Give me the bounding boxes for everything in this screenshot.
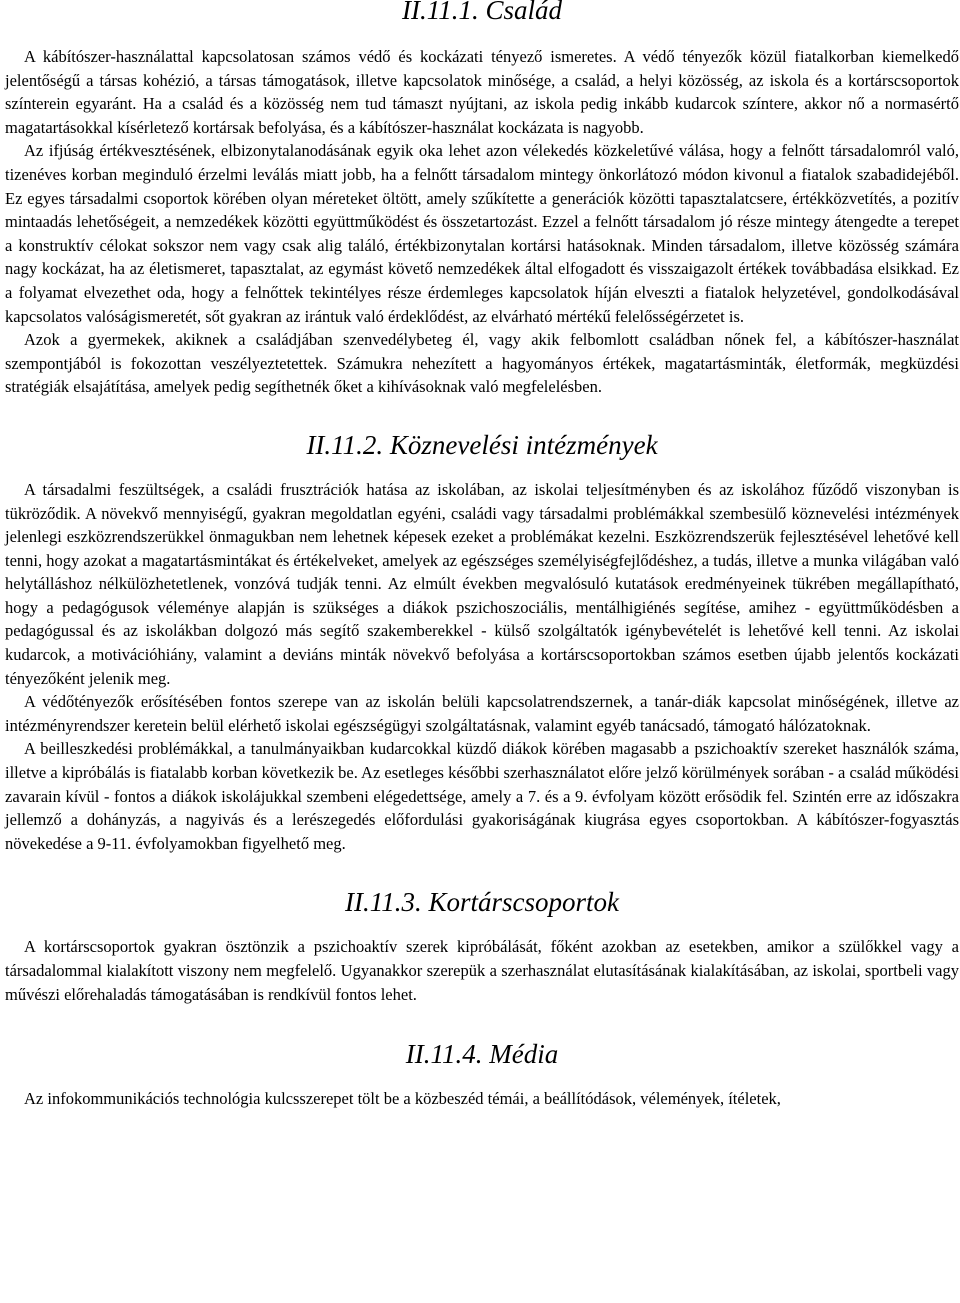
- paragraph: A társadalmi feszültségek, a családi frusztrációk hatása az iskolában, az iskolai teljesítményben és az iskolához fűződő viszonyban is tükröződik. A növekvő mennyiségű, gyakran megoldatlan egyéni, családi vagy társadalmi problémákkal szembesülő köznevelési intézmények jelenlegi eszközrendszerükkel önmagukban nem lehetnek képesek ezeket a problémákat kezelni. Eszközrendszerük fejlesztésével lehetővé kell tenni, hogy azokat a magatartásmintákat és értékelveket, amelyek az egészséges személyiségfejlődéshez, a tudás, illetve a munka világában való helytálláshoz nélkülözhetetlenek, vonzóvá tudják tenni. Az elmúlt években megvalósuló kutatások eredményeinek tükrében megállapítható, hogy a pedagógusok véleménye alapján is szükséges a diákok pszichoszociális, mentálhigiénés segítése, amihez - együttműködésben a pedagógussal és az iskolákban dolgozó más segítő szakemberekkel - külső szolgáltatók igénybevételét is lehetővé kell tenni. Az iskolai kudarcok, a motivációhiány, valamint a deviáns minták növekvő befolyása a kortárscsoportokban számos esetben újabb jelentős kockázati tényezőként jelenik meg.: [5, 479, 959, 688]
- section-heading: II.11.3. Kortárscsoportok: [345, 887, 619, 918]
- paragraph: Az infokommunikációs technológia kulcsszerepet tölt be a közbeszéd témái, a beállítódások, vélemények, ítéletek,: [24, 1089, 781, 1109]
- paragraph: A kábítószer-használattal kapcsolatosan számos védő és kockázati tényező ismeretes. A védő tényezők közül fiatalkorban kiemelkedő jelentőségű a társas kohézió, a társas támogatások, illetve kapcsolatok minősége, a család, a helyi közösség, az iskola és a kortárscsoportok színterein egyaránt. Ha a család és a közösség nem tud támaszt nyújtani, az iskola pedig inkább kudarcok színtere, akkor nő a normasértő magatartásokkal kísérletező kortársak befolyása, és a kábítószer-használat kockázata is nagyobb.: [5, 47, 959, 137]
- section-csalad: [5, 0, 959, 399]
- section-heading: II.11.1. Család: [402, 0, 562, 25]
- section-kortarscsoportok: [5, 886, 959, 1006]
- section-koznevelesi-intezmenyek: [5, 429, 959, 856]
- paragraph: Az ifjúság értékvesztésének, elbizonytalanodásának egyik oka lehet azon vélekedés közkeletűvé válása, hogy a felnőtt társadalomról való, tizenéves korban meginduló érzelmi leválás miatt jobb, ha a felnőtt társadalom mintegy önkorlátozó módon kivonul a fiatalok szabadidejéből. Ez egyes társadalmi csoportok körében olyan méreteket öltött, amely szűkítette a generációk közötti tapasztalatcsere, értékközvetítés, a pozitív mintaadás lehetőségeit, a nemzedékek közötti együttműködést és összetartozást. Ezzel a felnőtt társadalom jó része mintegy átengedte a terepet a konstruktív célokat sokszor nem vagy csak alig találó, értékbizonytalan kortársi hatásoknak. Minden társadalom, illetve közösség számára nagy kockázat, ha az életismeret, tapasztalat, az egymást követő nemzedékek által elfogadott és visszaigazolt értékek továbbadása elsikkad. Ez a folyamat elvezethet oda, hogy a felnőttek tekintélyes része érdemleges kapcsolatok híján elveszti a fiatalok helyzetével, gondolkodásával kapcsolatos valóságismeretét, sőt gyakran az irántuk való érdeklődést, az elvárható mértékű felelősségérzetet is.: [5, 141, 959, 326]
- section-heading: II.11.2. Köznevelési intézmények: [306, 429, 658, 460]
- section-media: [5, 1038, 959, 1111]
- section-heading: II.11.4. Média: [405, 1039, 559, 1070]
- document-page: [5, 0, 959, 1111]
- paragraph: Azok a gyermekek, akiknek a családjában szenvedélybeteg él, vagy akik felbomlott családban nőnek fel, a kábítószer-használat szempontjából is fokozottan veszélyeztetettek. Számukra nehezített a hagyományos értékek, magatartásminták, életformák, megküzdési stratégiák elsajátítása, amelyek pedig segíthetnék őket a kihívásoknak való megfelelésben.: [5, 330, 959, 397]
- paragraph: A kortárscsoportok gyakran ösztönzik a pszichoaktív szerek kipróbálását, főként azokban az esetekben, amikor a szülőkkel vagy a társadalommal kialakított viszony nem megfelelő. Ugyanakkor szerepük a szerhasználat elutasításának kialakításában, az iskolai, sportbeli vagy művészi előrehaladás támogatásában is rendkívül fontos lehet.: [5, 937, 959, 1004]
- paragraph: A beilleszkedési problémákkal, a tanulmányaikban kudarcokkal küzdő diákok körében magasabb a pszichoaktív szereket használók száma, illetve a kipróbálás is fiatalabb korban következik be. Az esetleges későbbi szerhasználatot előre jelző körülmények sorában - a család működési zavarain kívül - fontos a diákok iskolájukkal szembeni elégedettsége, amely a 7. és a 9. évfolyam között erősödik fel. Szintén erre az időszakra jellemző a dohányzás, a nagyivás és a lerészegedés előfordulási gyakoriságának kiugrása egyes csoportokban. A kábítószer-fogyasztás növekedése a 9-11. évfolyamokban figyelhető meg.: [5, 739, 959, 853]
- paragraph: A védőtényezők erősítésében fontos szerepe van az iskolán belüli kapcsolatrendszernek, a tanár-diák kapcsolat minőségének, illetve az intézményrendszer keretein belül elérhető iskolai egészségügyi szolgáltatásnak, valamint egyéb tanácsadó, támogató hálózatoknak.: [5, 692, 959, 735]
